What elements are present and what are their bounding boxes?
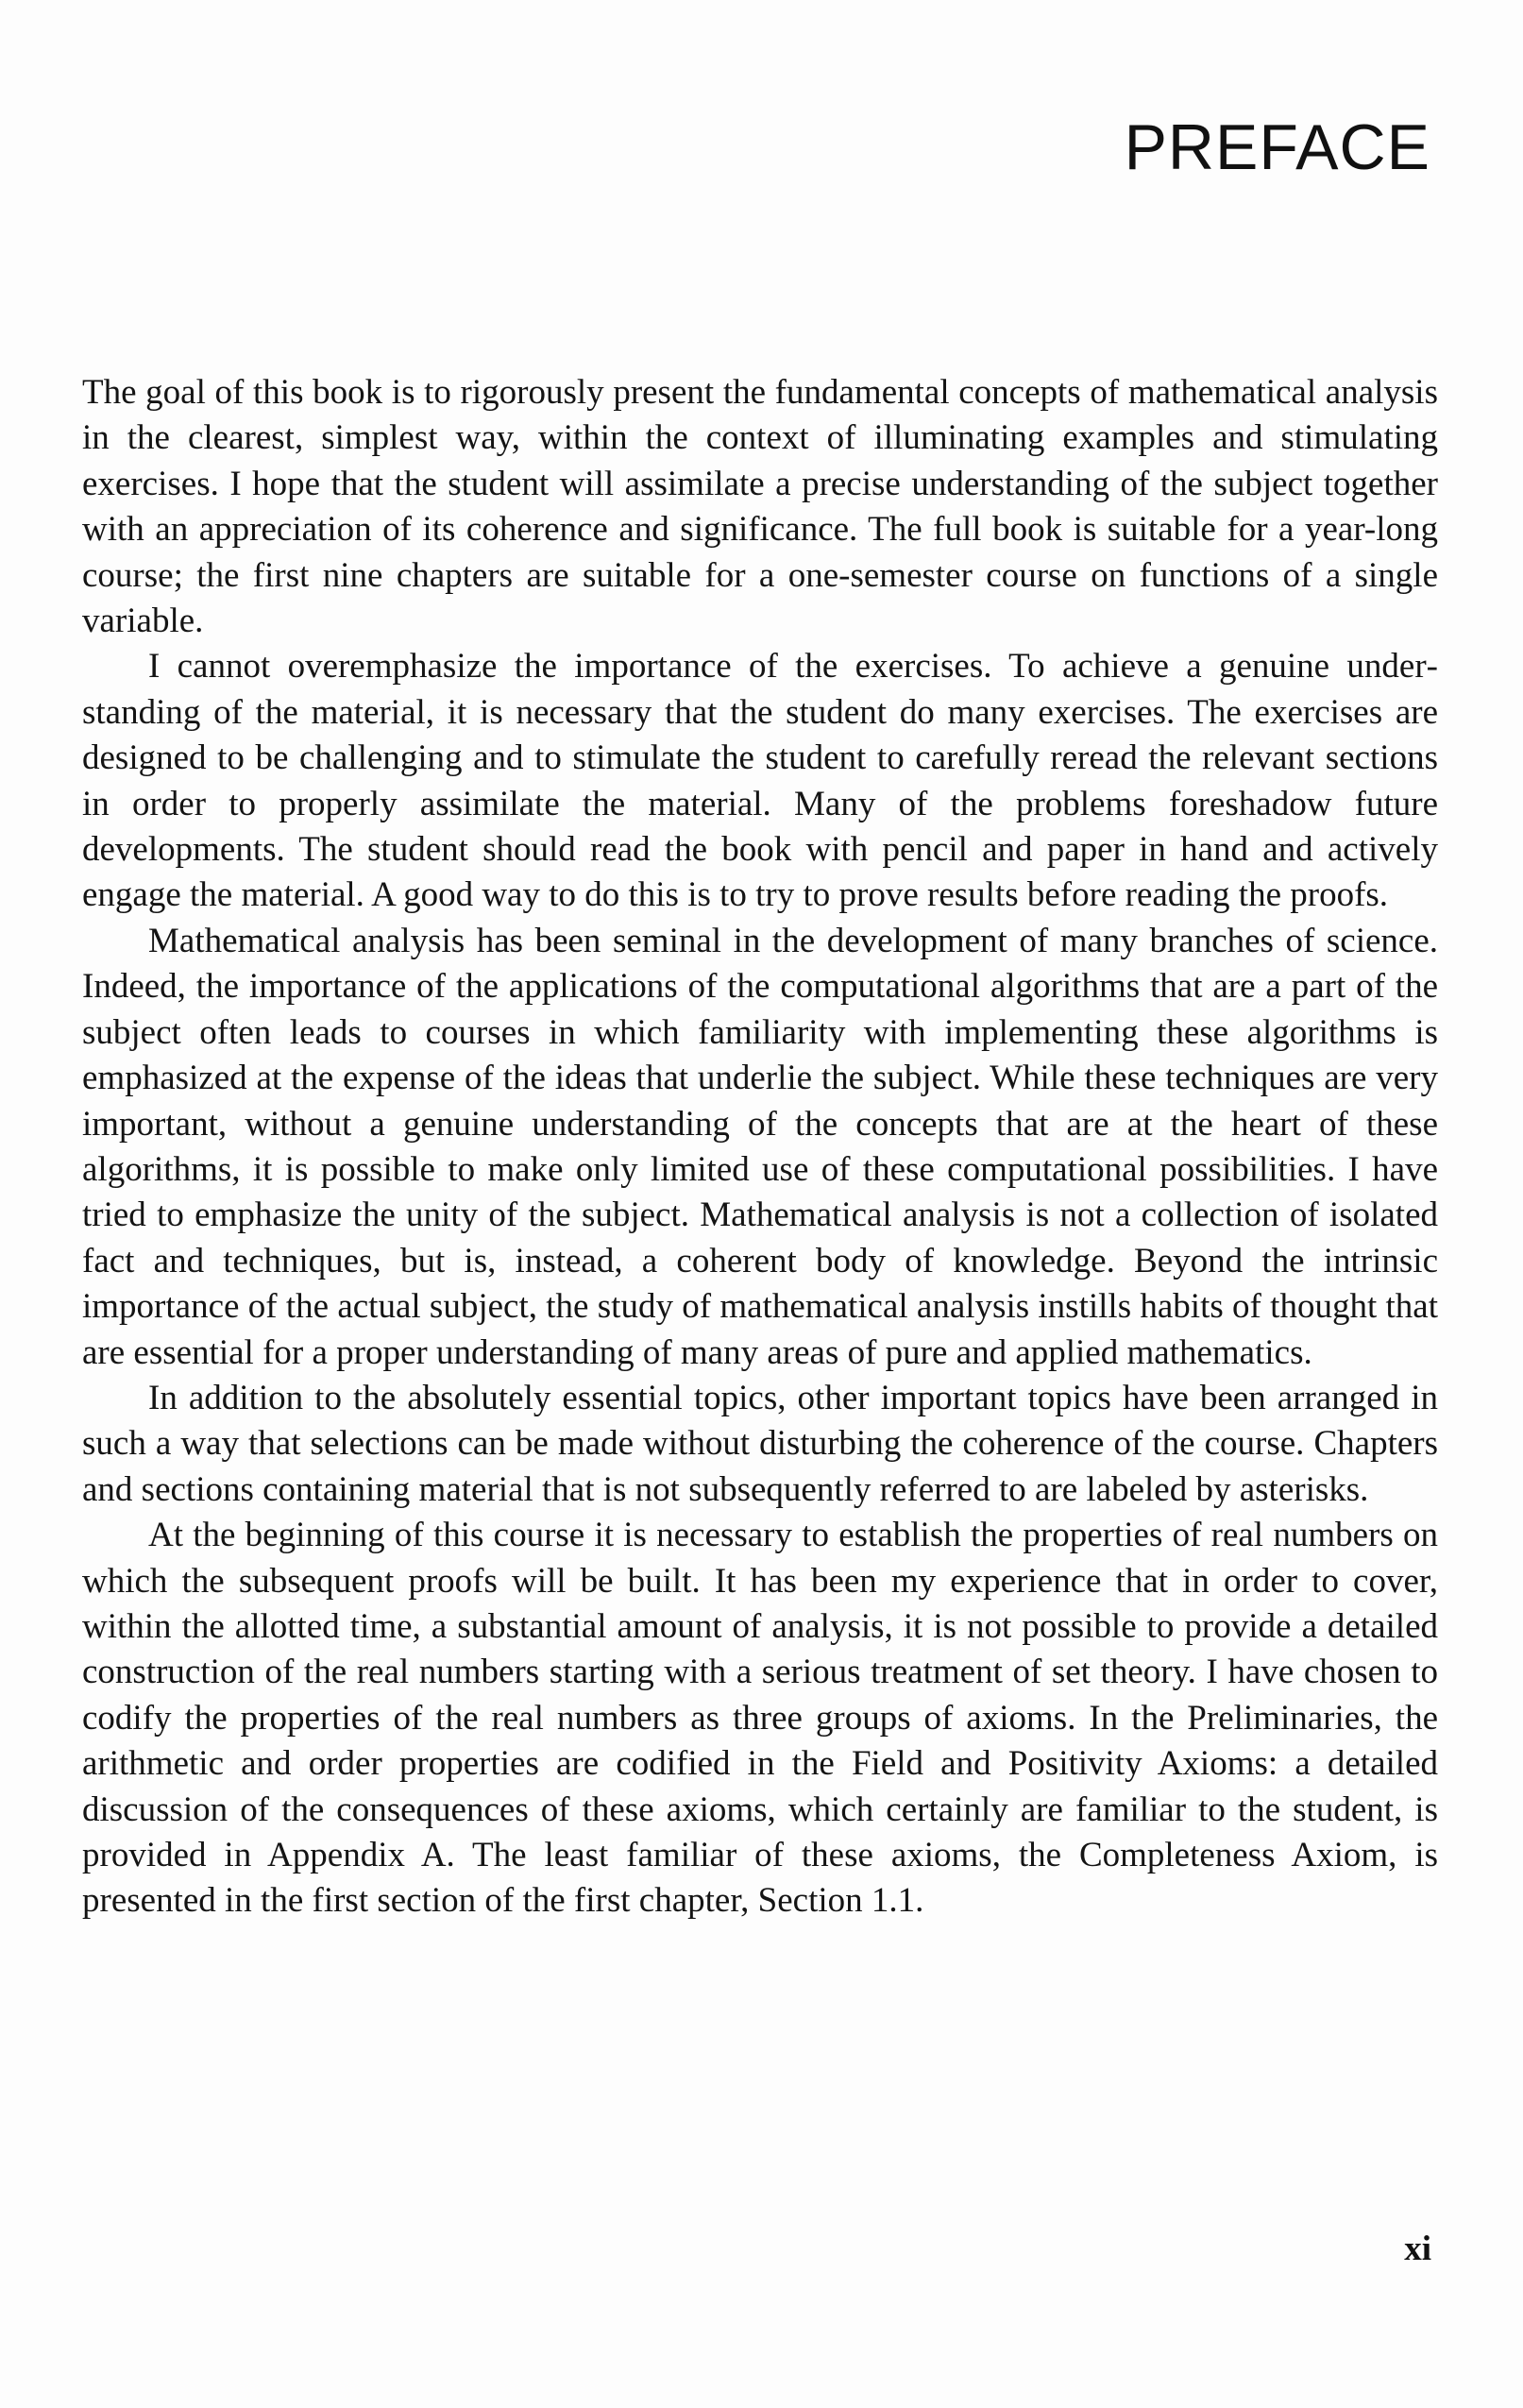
paragraph-4: In addition to the absolutely essential topics, other important topics have been arranged in such a way that selections can be made without disturbing the coherence of the course. Chapters and sections containing material that is not subsequently referred to are labeled by asterisks. xyxy=(82,1378,1438,1509)
page-number: xi xyxy=(1404,2230,1431,2268)
preface-body xyxy=(82,370,1438,1925)
paragraph-3: Mathematical analysis has been seminal in the development of many branches of science. Indeed, the importance of the applications of the computational algorithms that are a part of the subject often leads to courses in which familiarity with implementing these algorithms is emphasized at the expense of the ideas that underlie the subject. While these techniques are very important, without a genuine understanding of the concepts that are at the heart of these algorithms, it is possible to make only limited use of these computational possibilities. I have tried to emphasize the unity of the subject. Mathematical analysis is not a collection of isolated fact and techniques, but is, instead, a coherent body of knowledge. Beyond the intrinsic importance of the actual subject, the study of mathematical analysis instills habits of thought that are essential for a proper understanding of many areas of pure and applied mathematics. xyxy=(82,921,1438,1372)
page-title: PREFACE xyxy=(1124,111,1430,183)
paragraph-1: The goal of this book is to rigorously present the fundamental concepts of mathematical analysis in the clearest, simplest way, within the context of illuminating examples and stimulating exercises. I hope that the student will assimilate a precise understanding of the subject together with an appreciation of its coherence and significance. The full book is suitable for a year-long course; the first nine chapters are suitable for a one-semester course on functions of a single variable. xyxy=(82,373,1438,641)
paragraph-5: At the beginning of this course it is necessary to establish the properties of real numbers on which the subsequent proofs will be built. It has been my experience that in order to cover, within the allotted time, a substantial amount of analysis, it is not possible to provide a detailed construction of the real numbers starting with a serious treatment of set theory. I have chosen to codify the properties of the real numbers as three groups of axioms. In the Preliminaries, the arithmetic and order properties are codified in the Field and Positivity Axioms: a detailed discussion of the consequences of these axioms, which certainly are familiar to the student, is provided in Appendix A. The least familiar of these axioms, the Completeness Axiom, is presented in the first section of the first chapter, Section 1.1. xyxy=(82,1516,1438,1921)
paragraph-2: I cannot overemphasize the importance of the exercises. To achieve a genuine understanding of the material, it is necessary that the student do many exercises. The exercises are designed to be challenging and to stimulate the student to carefully reread the relevant sections in order to properly assimilate the material. Many of the problems foreshadow future developments. The student should read the book with pencil and paper in hand and actively engage the material. A good way to do this is to try to prove results before reading the proofs. xyxy=(82,647,1438,915)
